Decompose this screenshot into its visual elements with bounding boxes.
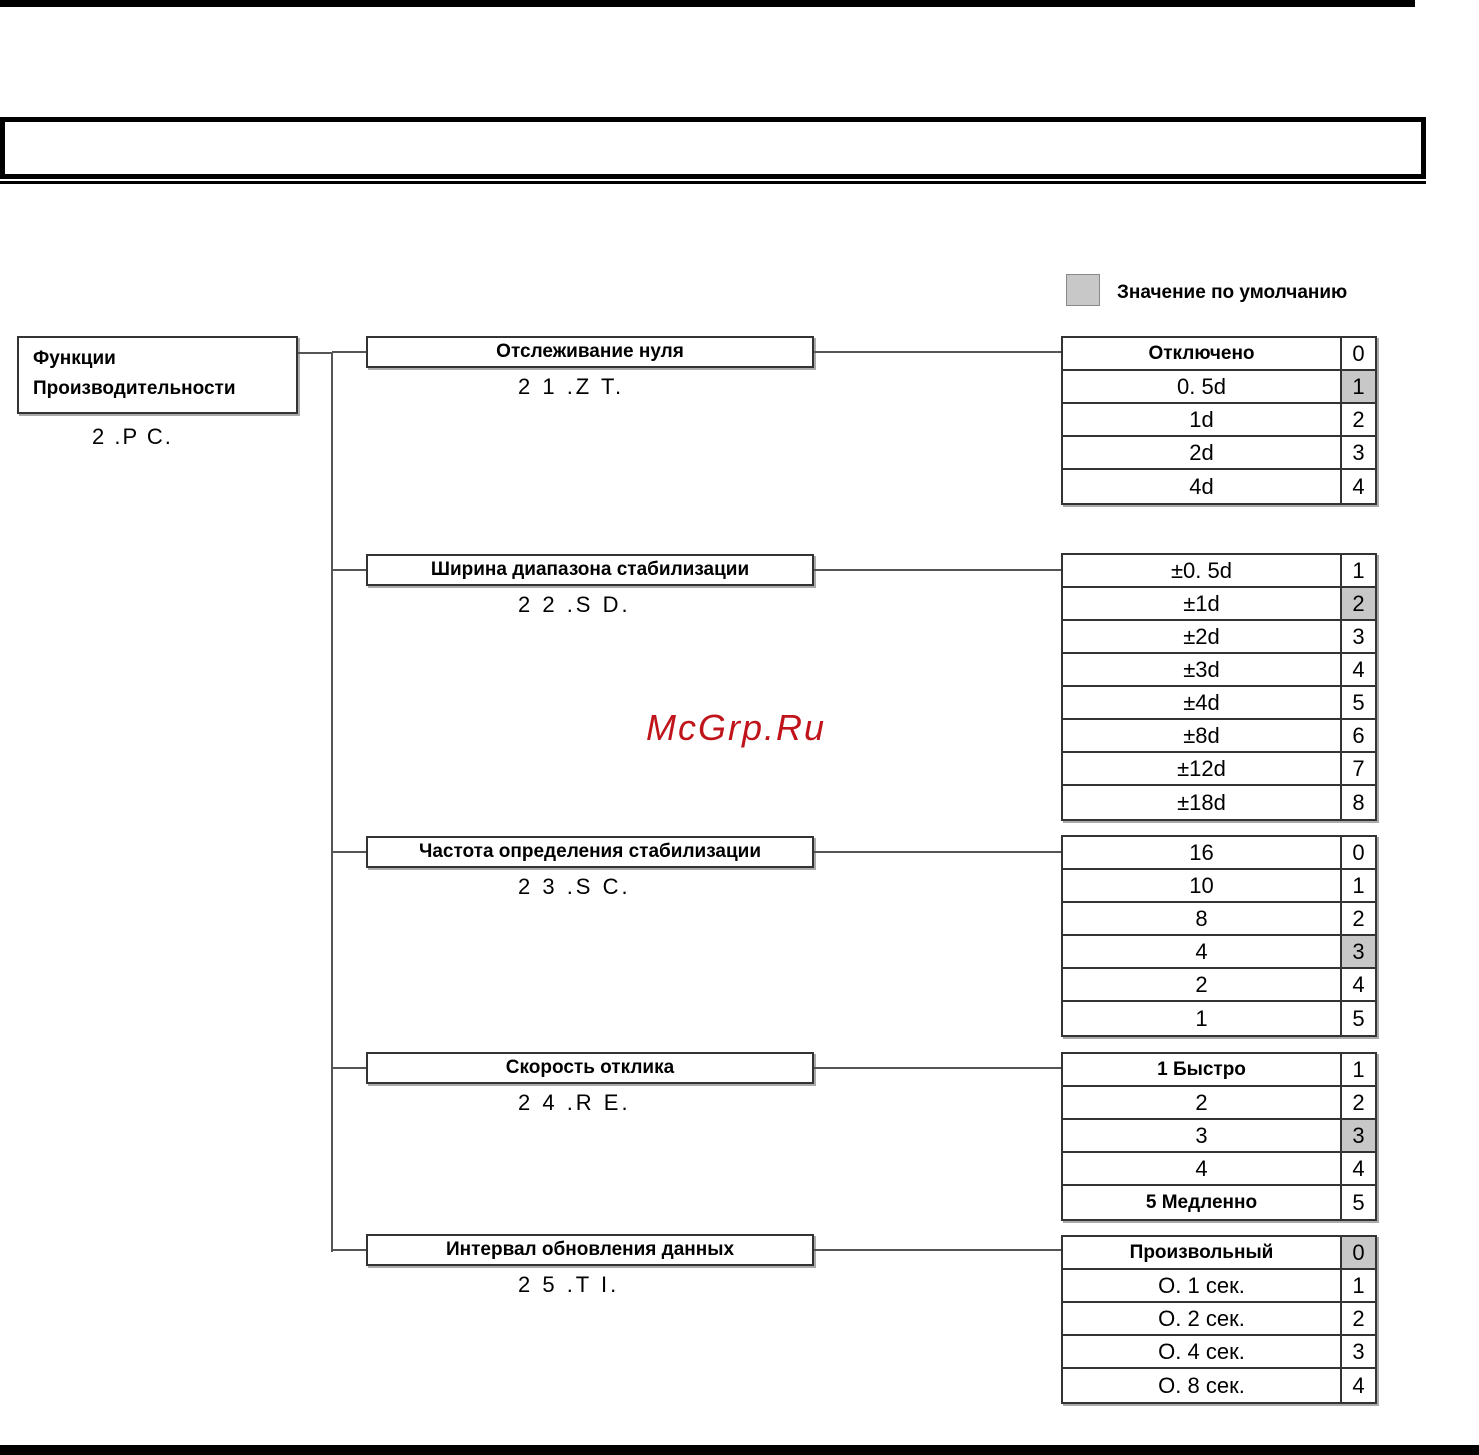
option-connector [814, 851, 1061, 853]
option-row [1063, 1087, 1375, 1120]
category-code: 2 5 .T I. [518, 1272, 620, 1297]
branch-connector [332, 851, 366, 853]
option-number: 4 [1340, 1369, 1375, 1402]
option-number: 0 [1340, 338, 1375, 369]
option-row [1063, 1303, 1375, 1336]
option-label: 1 Быстро [1157, 1058, 1246, 1080]
option-row [1063, 338, 1375, 371]
option-row [1063, 404, 1375, 437]
option-label: ±3d [1183, 656, 1220, 682]
option-number: 4 [1340, 654, 1375, 685]
branch-connector [332, 351, 366, 353]
option-label: О. 2 сек. [1158, 1305, 1245, 1331]
option-label: ±4d [1183, 689, 1220, 715]
option-row [1063, 1054, 1375, 1087]
option-label: 2d [1189, 439, 1214, 465]
option-label: 0. 5d [1177, 373, 1226, 399]
option-row [1063, 470, 1375, 503]
option-connector [814, 1249, 1061, 1251]
option-connector [814, 1067, 1061, 1069]
option-label: ±2d [1183, 623, 1220, 649]
option-label: ±0. 5d [1170, 557, 1232, 583]
option-row [1063, 687, 1375, 720]
option-row [1063, 654, 1375, 687]
option-row [1063, 371, 1375, 404]
option-row [1063, 786, 1375, 819]
branch-connector [332, 569, 366, 571]
option-number: 7 [1340, 753, 1375, 784]
branch-connector [332, 1249, 366, 1251]
category-code: 2 3 .S C. [518, 874, 631, 899]
option-label: 8 [1195, 905, 1208, 931]
option-row [1063, 621, 1375, 654]
category-code: 2 1 .Z T. [518, 374, 625, 399]
option-table [1061, 336, 1377, 505]
option-row [1063, 753, 1375, 786]
option-label: 10 [1189, 872, 1214, 898]
option-number-default: 2 [1340, 588, 1375, 619]
category-box: Интервал обновления данных [366, 1234, 814, 1266]
root-code: 2 .P C. [92, 424, 173, 449]
option-label: 5 Медленно [1145, 1191, 1258, 1213]
option-number: 5 [1340, 1002, 1375, 1035]
option-table [1061, 835, 1377, 1037]
option-label: 4 [1195, 1155, 1208, 1181]
option-label: О. 1 сек. [1158, 1272, 1245, 1298]
option-row [1063, 969, 1375, 1002]
option-label: 16 [1189, 839, 1214, 865]
option-number: 5 [1340, 687, 1375, 718]
option-row [1063, 1002, 1375, 1035]
option-label: ±8d [1183, 722, 1220, 748]
option-number-default: 1 [1340, 371, 1375, 402]
branch-connector [332, 1067, 366, 1069]
option-number-default: 3 [1340, 1120, 1375, 1151]
option-number: 0 [1340, 837, 1375, 868]
option-label: Отключено [1148, 342, 1255, 364]
legend-text: Значение по умолчанию [1117, 282, 1348, 303]
option-number: 4 [1340, 969, 1375, 1000]
option-row [1063, 1237, 1375, 1270]
option-row [1063, 720, 1375, 753]
option-label: ±12d [1177, 755, 1226, 781]
option-row [1063, 555, 1375, 588]
category-box: Скорость отклика [366, 1052, 814, 1084]
option-number: 4 [1340, 1153, 1375, 1184]
option-label: О. 4 сек. [1158, 1338, 1245, 1364]
option-row [1063, 837, 1375, 870]
option-label: 2 [1195, 1089, 1208, 1115]
option-number: 2 [1340, 1087, 1375, 1118]
option-label: 3 [1195, 1122, 1208, 1148]
option-number: 4 [1340, 470, 1375, 503]
category-box: Ширина диапазона стабилизации [366, 554, 814, 586]
option-number: 3 [1340, 1336, 1375, 1367]
option-row [1063, 936, 1375, 969]
option-number: 8 [1340, 786, 1375, 819]
bottom-rule [0, 1445, 1479, 1455]
category-box: Частота определения стабилизации [366, 836, 814, 868]
category-code: 2 4 .R E. [518, 1090, 631, 1115]
option-row [1063, 870, 1375, 903]
option-row [1063, 1120, 1375, 1153]
option-row [1063, 1369, 1375, 1402]
option-label: 4 [1195, 938, 1208, 964]
option-connector [814, 569, 1061, 571]
option-label: 4d [1189, 473, 1214, 499]
option-number: 1 [1340, 1054, 1375, 1085]
root-line2: Производительности [33, 378, 236, 399]
option-row [1063, 437, 1375, 470]
category-code: 2 2 .S D. [518, 592, 631, 617]
option-label: О. 8 сек. [1158, 1372, 1245, 1398]
option-number: 3 [1340, 437, 1375, 468]
option-row [1063, 1336, 1375, 1369]
header-box [0, 117, 1426, 179]
root-connector [298, 352, 332, 354]
option-number: 2 [1340, 903, 1375, 934]
top-rule [0, 0, 1415, 7]
option-number: 6 [1340, 720, 1375, 751]
option-number-default: 3 [1340, 936, 1375, 967]
option-row [1063, 1186, 1375, 1219]
option-row [1063, 588, 1375, 621]
watermark: McGrp.Ru [646, 707, 827, 748]
option-label: 1 [1195, 1005, 1208, 1031]
option-table [1061, 553, 1377, 821]
option-number: 1 [1340, 1270, 1375, 1301]
root-line1: Функции [33, 348, 116, 369]
option-label: 2 [1195, 971, 1208, 997]
trunk-line [331, 352, 333, 1252]
root-box [17, 336, 298, 414]
option-number: 3 [1340, 621, 1375, 652]
option-row [1063, 903, 1375, 936]
option-label: ±18d [1177, 789, 1226, 815]
option-number: 1 [1340, 555, 1375, 586]
option-label: 1d [1189, 406, 1214, 432]
option-number: 1 [1340, 870, 1375, 901]
option-connector [814, 351, 1061, 353]
option-table [1061, 1052, 1377, 1221]
option-label: ±1d [1183, 590, 1220, 616]
option-row [1063, 1270, 1375, 1303]
option-number: 5 [1340, 1186, 1375, 1219]
option-number-default: 0 [1340, 1237, 1375, 1268]
option-number: 2 [1340, 1303, 1375, 1334]
option-label: Произвольный [1129, 1241, 1274, 1263]
option-number: 2 [1340, 404, 1375, 435]
category-box: Отслеживание нуля [366, 336, 814, 368]
option-row [1063, 1153, 1375, 1186]
legend-swatch [1066, 274, 1100, 306]
option-table [1061, 1235, 1377, 1404]
